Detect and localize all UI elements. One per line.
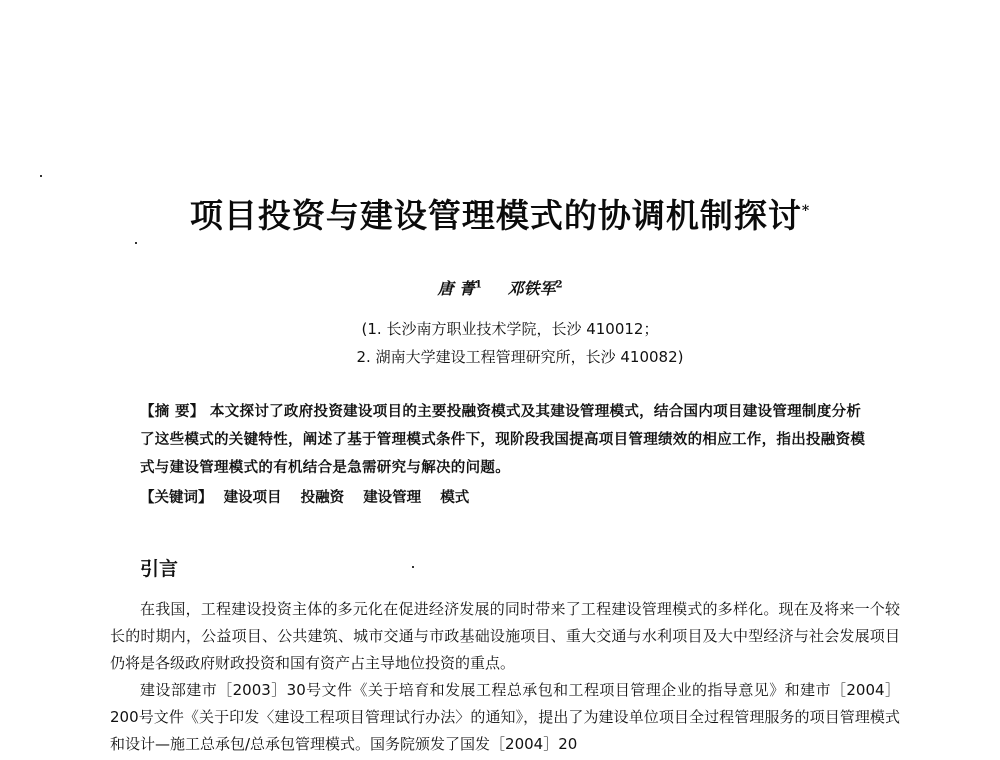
- paper-title: [0, 190, 1000, 237]
- keywords-label: 【关键词】: [140, 490, 213, 506]
- abstract-text: 本文探讨了政府投资建设项目的主要投融资模式及其建设管理模式，结合国内项目建设管理制度分析了这些模式的关键特性，阐述了基于管理模式条件下，现阶段我国提高项目管理绩效的相应工作，指出投融资模式与建设管理模式的有机结合是急需研究与解决的问题。: [140, 403, 866, 476]
- author-2: [508, 279, 563, 298]
- author-2-name: 邓铁军: [507, 279, 556, 298]
- abstract: [140, 398, 870, 482]
- keyword-1: 建设项目: [223, 489, 282, 506]
- affiliation-2: 2. 湖南大学建设工程管理研究所，长沙 410082): [356, 348, 684, 366]
- section-heading-introduction: 引言: [140, 558, 179, 580]
- keyword-2: 投融资: [300, 489, 345, 506]
- keyword-4: 模式: [440, 489, 470, 506]
- scan-speck: [412, 566, 414, 568]
- scan-speck: [40, 175, 42, 177]
- author-1-name: 唐 菁: [437, 279, 476, 298]
- body-text: [110, 596, 900, 758]
- title-footnote-mark: *: [801, 203, 811, 219]
- keywords: [140, 486, 483, 507]
- paper-title-text: 项目投资与建设管理模式的协调机制探讨: [189, 196, 802, 235]
- affiliation-1: (1. 长沙南方职业技术学院，长沙 410012；: [361, 320, 659, 338]
- author-1-affil-mark: 1: [475, 279, 482, 291]
- author-2-affil-mark: 2: [555, 279, 563, 291]
- keyword-3: 建设管理: [363, 489, 422, 506]
- author-1: [437, 279, 482, 298]
- scan-speck: [135, 242, 137, 244]
- paragraph-2: 建设部建市［2003］30号文件《关于培育和发展工程总承包和工程项目管理企业的指导意见》和建市［2004］200号文件《关于印发〈建设工程项目管理试行办法〉的通知》，提出了为建设单位项目全过程管理服务的项目管理模式和设计—施工总承包/总承包管理模式。国务院颁发了国发［2004］20: [110, 681, 900, 753]
- abstract-label: 【摘 要】: [140, 404, 205, 420]
- paragraph-1: 在我国，工程建设投资主体的多元化在促进经济发展的同时带来了工程建设管理模式的多样化。现在及将来一个较长的时期内，公益项目、公共建筑、城市交通与市政基础设施项目、重大交通与水利项目及大中型经济与社会发展项目仍将是各级政府财政投资和国有资产占主导地位投资的重点。: [110, 600, 900, 672]
- author-line: [0, 276, 1000, 299]
